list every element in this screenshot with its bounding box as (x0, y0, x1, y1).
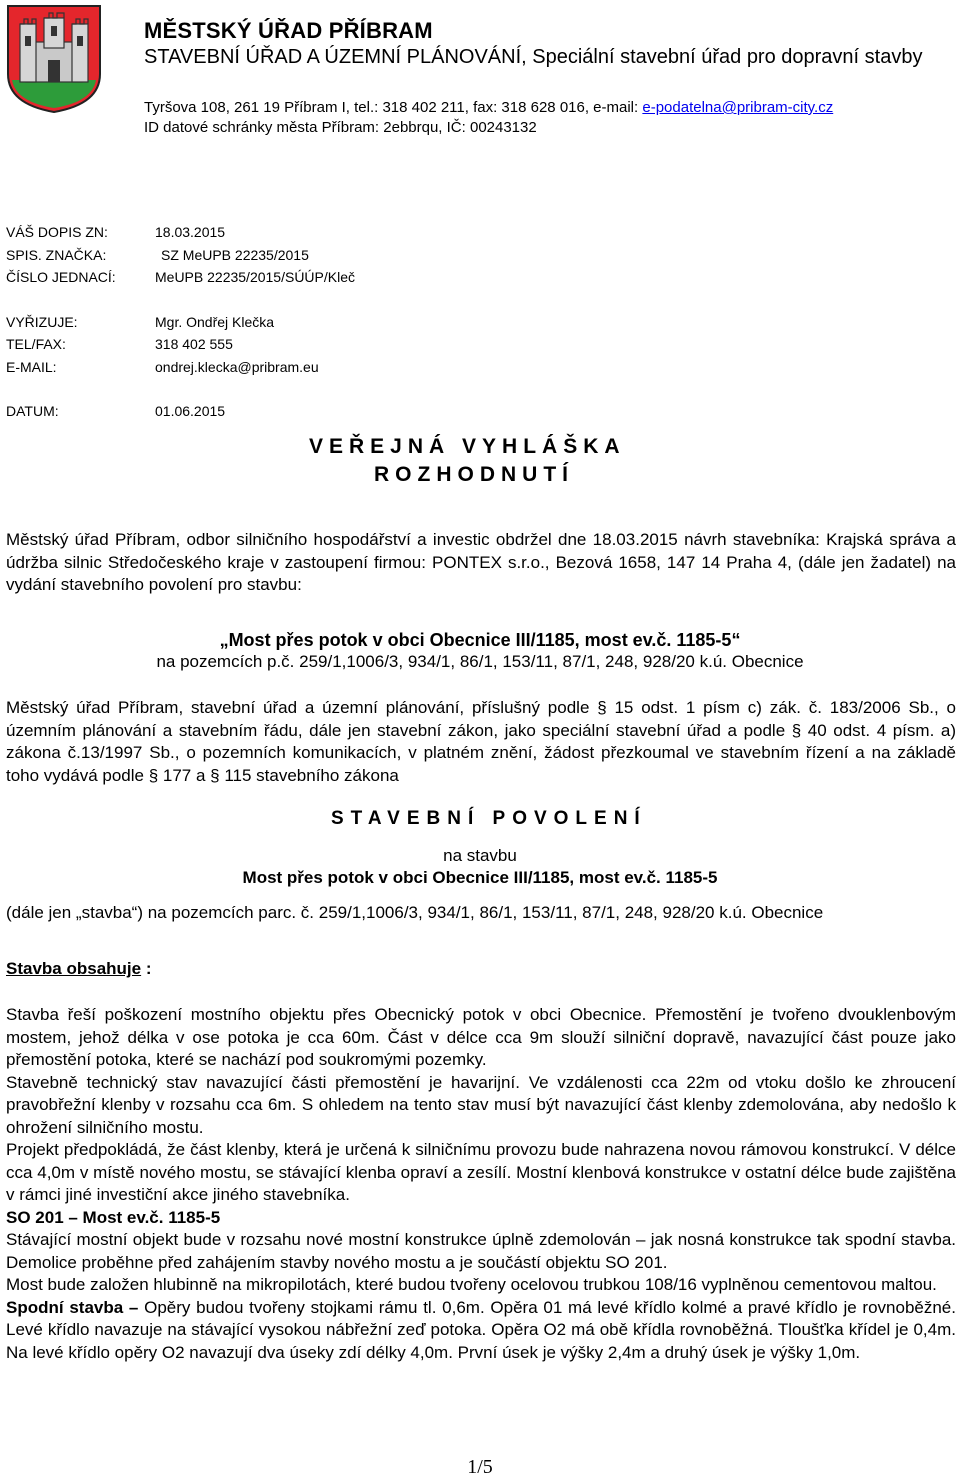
verejna-vyhlaska-heading: VEŘEJNÁ VYHLÁŠKA (309, 435, 626, 458)
datova-schranka: ID datové schránky města Příbram: 2ebbrqu, IČ: 00243132 (144, 119, 537, 136)
email-value: ondrej.klecka@pribram.eu (155, 359, 319, 375)
spodni-stavba-label: Spodní stavba – (6, 1297, 139, 1317)
email-link[interactable]: e-podatelna@pribram-city.cz (642, 99, 834, 116)
intro-paragraph: Městský úřad Příbram, odbor silničního hospodářství a investic obdržel dne 18.03.2015 návrh stavebníka: Krajská správa a údržba silnic Středočeského kraje v zastoupení firmou: PONTEX s.r.o., Bezová 1658, 147 14 Praha 4, (dále jen žadatel) na vydání stavebního povolení pro stavbu: (6, 530, 956, 594)
description-p2: Stavebně technický stav navazující části přemostění je havarijní. Ve vzdálenosti cca 22m od vtoku došlo ke zhroucení pravobřežní klenby v rozsahu cca 6m. S ohledem na tento stav musí být navazující část klenby zdemolována, aby nedošlo k ohrožení silničního mostu. (6, 1072, 956, 1137)
description-p3: Projekt předpokládá, že část klenby, která je určená k silničnímu provozu bude nahrazena novou rámovou konstrukcí. V délce cca 4,0m v místě nového mostu, se stávající klenba opraví a zesílí. Mostní klenbová konstrukce v ostatní délce bude zajištěna v rámci jiné investiční akce jiného stavebníka. (6, 1140, 956, 1204)
vyrizuje-value: Mgr. Ondřej Klečka (155, 314, 275, 330)
pozemky-line: na pozemcích p.č. 259/1,1006/3, 934/1, 86/1, 153/11, 87/1, 248, 928/20 k.ú. Obecnice (156, 652, 804, 671)
datum-label: DATUM: (6, 403, 59, 419)
office-subtitle: STAVEBNÍ ÚŘAD A ÚZEMNÍ PLÁNOVÁNÍ, Speciální stavební úřad pro dopravní stavby (144, 46, 923, 68)
description-p1: Stavba řeší poškození mostního objektu přes Obecnický potok v obci Obecnice. Přemostění je tvořeno dvouklenbovým mostem, jehož délka v ose potoka je cca 60m. Část v délce cca 9m slouží silniční dopravě, navazující část pouze jako přemostění potoka, které se nachází pod soukromými pozemky. (6, 1005, 956, 1069)
stavba-obsahuje-heading (6, 958, 956, 981)
stavba-name-quoted: „Most přes potok v obci Obecnice III/1185, most ev.č. 1185-5“ (219, 630, 741, 650)
stavba-name: Most přes potok v obci Obecnice III/1185, most ev.č. 1185-5 (242, 868, 718, 887)
description-p4: Stávající mostní objekt bude v rozsahu nové mostní konstrukce úplně zdemolován – jak nosná konstrukce tak spodní stavba. Demolice proběhne před zahájením stavby nového mostu a je součástí objektu SO 201. (6, 1230, 956, 1272)
rozhodnuti-heading: ROZHODNUTÍ (374, 463, 574, 486)
email-label: E-MAIL: (6, 359, 57, 375)
vas-dopis-label: VÁŠ DOPIS ZN: (6, 224, 108, 240)
vyrizuje-label: VYŘIZUJE: (6, 314, 78, 330)
description-p6 (6, 1297, 956, 1365)
legal-basis-paragraph: Městský úřad Příbram, stavební úřad a územní plánování, příslušný podle § 15 odst. 1 písm c) zák. č. 183/2006 Sb., o územním plánování a stavebním řádu, dále jen stavební zákon, jako speciální stavební úřad a podle § 40 odst. 4 písm. a) zákona č.13/1997 Sb., o pozemních komunikacích, v platném znění, žádost přezkoumal ve stavebním řízení a na základě toho vydává podle § 177 a § 115 stavebního zákona (6, 698, 956, 785)
description-block (6, 1004, 956, 1364)
na-stavbu-line: na stavbu (443, 846, 517, 865)
address-text: Tyršova 108, 261 19 Příbram I, tel.: 318 402 211, fax: 318 628 016, e-mail: (144, 99, 643, 116)
vas-dopis-value: 18.03.2015 (155, 224, 226, 240)
spis-value: SZ MeUPB 22235/2015 (161, 247, 309, 263)
stavebni-povoleni-heading: STAVEBNÍ POVOLENÍ (331, 808, 647, 829)
datum-value: 01.06.2015 (155, 403, 226, 419)
so-201-heading: SO 201 – Most ev.č. 1185-5 (6, 1207, 221, 1227)
stavba-obsahuje-label: Stavba obsahuje (6, 959, 142, 978)
city-crest-logo (6, 4, 102, 114)
dale-jen-line: (dále jen „stavba“) na pozemcích parc. č. 259/1,1006/3, 934/1, 86/1, 153/11, 87/1, 248, 928/20 k.ú. Obecnice (6, 903, 824, 922)
description-p5: Most bude založen hlubinně na mikropilotách, které budou tvořeny ocelovou trubkou 108/16 vyplněnou cementovou maltou. (6, 1275, 937, 1294)
spodni-stavba-text: Opěry budou tvořeny stojkami rámu tl. 0,6m. Opěra 01 má levé křídlo kolmé a pravé křídlo je rovnoběžné. Levé křídlo navazuje na stávající vysokou nábřežní zeď potoka. Opěra O2 má obě křídla rovnoběžná. Tloušťka křídel je 0,4m. Na levé křídlo opěry O2 navazují dva úseky zdí délky 4,0m. První úsek je výšky 2,4m a druhý úsek je výšky 1,0m. (6, 1297, 956, 1362)
page-number: 1/5 (467, 1456, 493, 1478)
cislo-label: ČÍSLO JEDNACÍ: (6, 269, 116, 285)
office-address (144, 98, 833, 138)
tel-value: 318 402 555 (155, 336, 233, 352)
stavba-obsahuje-colon: : (141, 959, 152, 978)
spis-label: SPIS. ZNAČKA: (6, 247, 107, 263)
office-title: MĚSTSKÝ ÚŘAD PŘÍBRAM (144, 18, 433, 43)
cislo-value: MeUPB 22235/2015/SÚÚP/Kleč (155, 269, 355, 285)
tel-label: TEL/FAX: (6, 336, 66, 352)
